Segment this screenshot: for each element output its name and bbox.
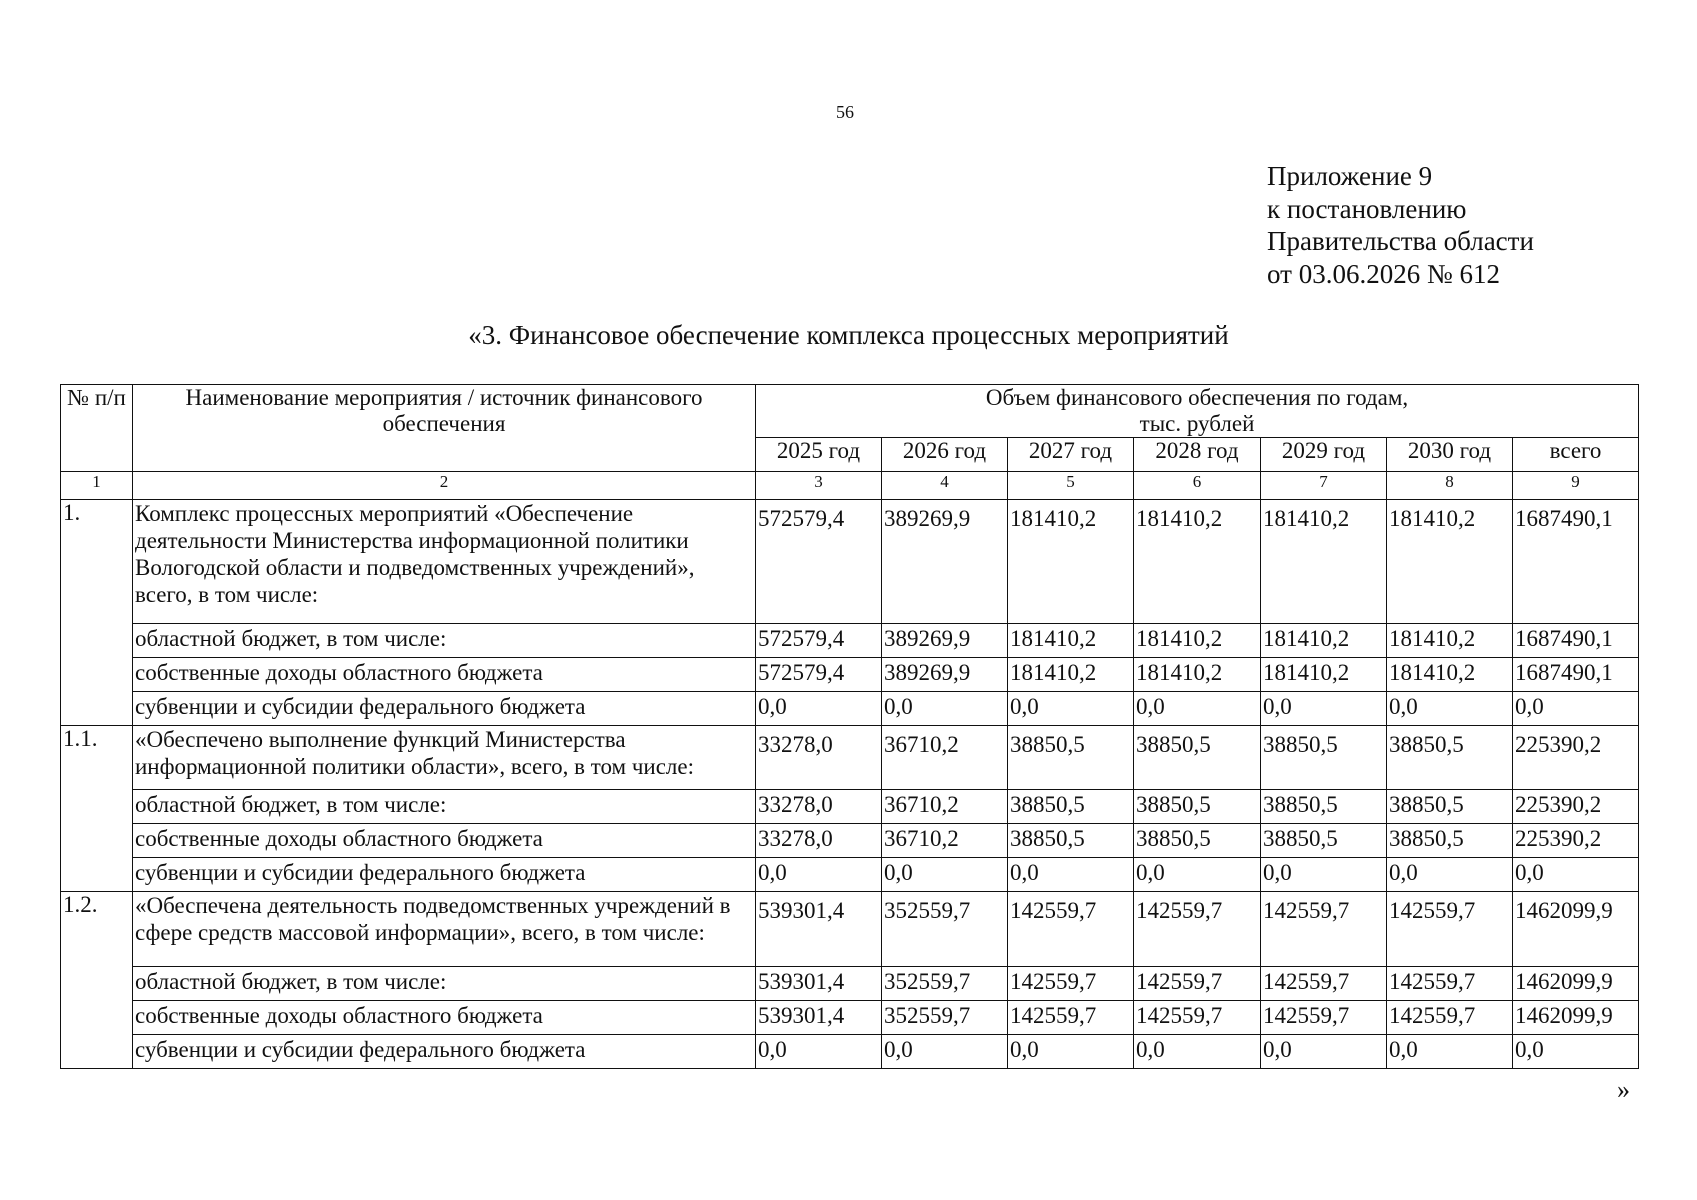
table-row bbox=[61, 858, 1639, 892]
table-row bbox=[61, 692, 1639, 726]
row-value: 38850,5 bbox=[1387, 824, 1513, 858]
appendix-line: от 03.06.2026 № 612 bbox=[1267, 258, 1500, 289]
header-year: 2027 год bbox=[1008, 438, 1134, 472]
header-volume bbox=[756, 385, 1639, 438]
row-value: 36710,2 bbox=[882, 726, 1008, 790]
row-value: 33278,0 bbox=[756, 824, 882, 858]
table-row bbox=[61, 658, 1639, 692]
header-year: 2026 год bbox=[882, 438, 1008, 472]
row-name: собственные доходы областного бюджета bbox=[133, 824, 756, 858]
row-value: 181410,2 bbox=[1261, 624, 1387, 658]
column-number: 4 bbox=[882, 472, 1008, 500]
row-name: субвенции и субсидии федерального бюджета bbox=[133, 858, 756, 892]
row-value: 142559,7 bbox=[1134, 1001, 1261, 1035]
row-value: 352559,7 bbox=[882, 892, 1008, 967]
row-value: 539301,4 bbox=[756, 892, 882, 967]
table-row bbox=[61, 790, 1639, 824]
row-value: 142559,7 bbox=[1261, 967, 1387, 1001]
financing-table bbox=[60, 384, 1639, 1069]
row-value: 0,0 bbox=[1134, 858, 1261, 892]
row-value: 38850,5 bbox=[1261, 824, 1387, 858]
row-value: 38850,5 bbox=[1008, 726, 1134, 790]
row-value: 142559,7 bbox=[1387, 1001, 1513, 1035]
row-total: 1462099,9 bbox=[1513, 967, 1639, 1001]
row-total: 1462099,9 bbox=[1513, 892, 1639, 967]
table-row bbox=[61, 1035, 1639, 1069]
row-value: 181410,2 bbox=[1134, 500, 1261, 624]
row-total: 225390,2 bbox=[1513, 790, 1639, 824]
appendix-block bbox=[1267, 160, 1534, 290]
header-year: 2028 год bbox=[1134, 438, 1261, 472]
row-value: 0,0 bbox=[1134, 1035, 1261, 1069]
row-value: 142559,7 bbox=[1008, 967, 1134, 1001]
section-title: «3. Финансовое обеспечение комплекса процессных мероприятий bbox=[468, 320, 1229, 350]
row-value: 142559,7 bbox=[1008, 1001, 1134, 1035]
column-number: 7 bbox=[1261, 472, 1387, 500]
header-volume-line: тыс. рублей bbox=[1139, 411, 1255, 436]
appendix-line: Правительства области bbox=[1267, 226, 1534, 256]
row-name: Комплекс процессных мероприятий «Обеспечение деятельности Министерства информационной политики Вологодской области и подведомственных учреждений», всего, в том числе: bbox=[133, 500, 756, 624]
row-name: областной бюджет, в том числе: bbox=[133, 624, 756, 658]
column-number: 8 bbox=[1387, 472, 1513, 500]
row-value: 0,0 bbox=[882, 1035, 1008, 1069]
row-value: 142559,7 bbox=[1261, 892, 1387, 967]
row-total: 225390,2 bbox=[1513, 824, 1639, 858]
row-value: 181410,2 bbox=[1008, 500, 1134, 624]
row-value: 352559,7 bbox=[882, 967, 1008, 1001]
column-number: 2 bbox=[133, 472, 756, 500]
row-value: 0,0 bbox=[1387, 1035, 1513, 1069]
row-value: 181410,2 bbox=[1261, 500, 1387, 624]
row-name: субвенции и субсидии федерального бюджета bbox=[133, 692, 756, 726]
header-year: 2029 год bbox=[1261, 438, 1387, 472]
row-total: 1687490,1 bbox=[1513, 500, 1639, 624]
row-value: 181410,2 bbox=[1008, 658, 1134, 692]
table-row bbox=[61, 624, 1639, 658]
table-row bbox=[61, 967, 1639, 1001]
row-value: 389269,9 bbox=[882, 500, 1008, 624]
row-value: 142559,7 bbox=[1134, 967, 1261, 1001]
appendix-line: Приложение 9 bbox=[1267, 161, 1433, 191]
row-value: 142559,7 bbox=[1261, 1001, 1387, 1035]
row-total: 1687490,1 bbox=[1513, 624, 1639, 658]
row-value: 0,0 bbox=[1261, 1035, 1387, 1069]
row-value: 0,0 bbox=[1008, 692, 1134, 726]
row-value: 38850,5 bbox=[1261, 790, 1387, 824]
row-value: 572579,4 bbox=[756, 500, 882, 624]
row-value: 38850,5 bbox=[1134, 824, 1261, 858]
row-value: 0,0 bbox=[756, 692, 882, 726]
row-value: 389269,9 bbox=[882, 658, 1008, 692]
row-value: 0,0 bbox=[1008, 1035, 1134, 1069]
header-year: 2030 год bbox=[1387, 438, 1513, 472]
row-value: 181410,2 bbox=[1387, 658, 1513, 692]
row-value: 539301,4 bbox=[756, 1001, 882, 1035]
row-value: 539301,4 bbox=[756, 967, 882, 1001]
page-number: 56 bbox=[836, 102, 854, 122]
appendix-line: к постановлению bbox=[1267, 193, 1467, 224]
row-value: 0,0 bbox=[882, 692, 1008, 726]
column-number: 6 bbox=[1134, 472, 1261, 500]
row-total: 1462099,9 bbox=[1513, 1001, 1639, 1035]
row-value: 572579,4 bbox=[756, 624, 882, 658]
column-number: 3 bbox=[756, 472, 882, 500]
table-row bbox=[61, 824, 1639, 858]
row-value: 36710,2 bbox=[882, 824, 1008, 858]
row-total: 0,0 bbox=[1513, 1035, 1639, 1069]
row-value: 181410,2 bbox=[1387, 624, 1513, 658]
row-value: 389269,9 bbox=[882, 624, 1008, 658]
row-value: 181410,2 bbox=[1008, 624, 1134, 658]
row-number: 1.2. bbox=[61, 892, 133, 1069]
row-name: областной бюджет, в том числе: bbox=[133, 790, 756, 824]
row-value: 0,0 bbox=[1261, 858, 1387, 892]
row-name: областной бюджет, в том числе: bbox=[133, 967, 756, 1001]
row-value: 572579,4 bbox=[756, 658, 882, 692]
row-value: 0,0 bbox=[1134, 692, 1261, 726]
row-value: 142559,7 bbox=[1008, 892, 1134, 967]
row-value: 181410,2 bbox=[1261, 658, 1387, 692]
closing-quote: » bbox=[1617, 1075, 1630, 1104]
row-value: 38850,5 bbox=[1008, 790, 1134, 824]
table-row bbox=[61, 892, 1639, 967]
row-value: 36710,2 bbox=[882, 790, 1008, 824]
header-total: всего bbox=[1513, 438, 1639, 472]
row-name: «Обеспечено выполнение функций Министерства информационной политики области», всего, в том числе: bbox=[133, 726, 756, 790]
row-value: 0,0 bbox=[756, 858, 882, 892]
row-value: 142559,7 bbox=[1387, 967, 1513, 1001]
row-value: 38850,5 bbox=[1261, 726, 1387, 790]
row-value: 352559,7 bbox=[882, 1001, 1008, 1035]
row-value: 38850,5 bbox=[1134, 726, 1261, 790]
row-total: 0,0 bbox=[1513, 692, 1639, 726]
row-value: 0,0 bbox=[1387, 692, 1513, 726]
column-number: 5 bbox=[1008, 472, 1134, 500]
row-value: 38850,5 bbox=[1387, 790, 1513, 824]
row-value: 181410,2 bbox=[1387, 500, 1513, 624]
row-total: 225390,2 bbox=[1513, 726, 1639, 790]
row-total: 0,0 bbox=[1513, 858, 1639, 892]
row-value: 0,0 bbox=[1387, 858, 1513, 892]
row-name: собственные доходы областного бюджета bbox=[133, 1001, 756, 1035]
row-name: субвенции и субсидии федерального бюджета bbox=[133, 1035, 756, 1069]
row-value: 0,0 bbox=[756, 1035, 882, 1069]
table-row bbox=[61, 1001, 1639, 1035]
row-value: 0,0 bbox=[1008, 858, 1134, 892]
header-year: 2025 год bbox=[756, 438, 882, 472]
row-total: 1687490,1 bbox=[1513, 658, 1639, 692]
row-value: 0,0 bbox=[1261, 692, 1387, 726]
row-value: 33278,0 bbox=[756, 726, 882, 790]
row-value: 142559,7 bbox=[1387, 892, 1513, 967]
row-value: 181410,2 bbox=[1134, 658, 1261, 692]
row-value: 38850,5 bbox=[1387, 726, 1513, 790]
row-number: 1.1. bbox=[61, 726, 133, 892]
row-name: «Обеспечена деятельность подведомственных учреждений в сфере средств массовой информации», всего, в том числе: bbox=[133, 892, 756, 967]
header-volume-line: Объем финансового обеспечения по годам, bbox=[985, 385, 1409, 410]
header-num: № п/п bbox=[61, 385, 133, 472]
column-number: 1 bbox=[61, 472, 133, 500]
row-value: 38850,5 bbox=[1008, 824, 1134, 858]
row-value: 38850,5 bbox=[1134, 790, 1261, 824]
column-number: 9 bbox=[1513, 472, 1639, 500]
row-value: 181410,2 bbox=[1134, 624, 1261, 658]
row-value: 33278,0 bbox=[756, 790, 882, 824]
table-row bbox=[61, 500, 1639, 624]
row-value: 142559,7 bbox=[1134, 892, 1261, 967]
row-number: 1. bbox=[61, 500, 133, 726]
row-value: 0,0 bbox=[882, 858, 1008, 892]
header-name: Наименование мероприятия / источник финансового обеспечения bbox=[133, 385, 756, 472]
table-row bbox=[61, 726, 1639, 790]
row-name: собственные доходы областного бюджета bbox=[133, 658, 756, 692]
